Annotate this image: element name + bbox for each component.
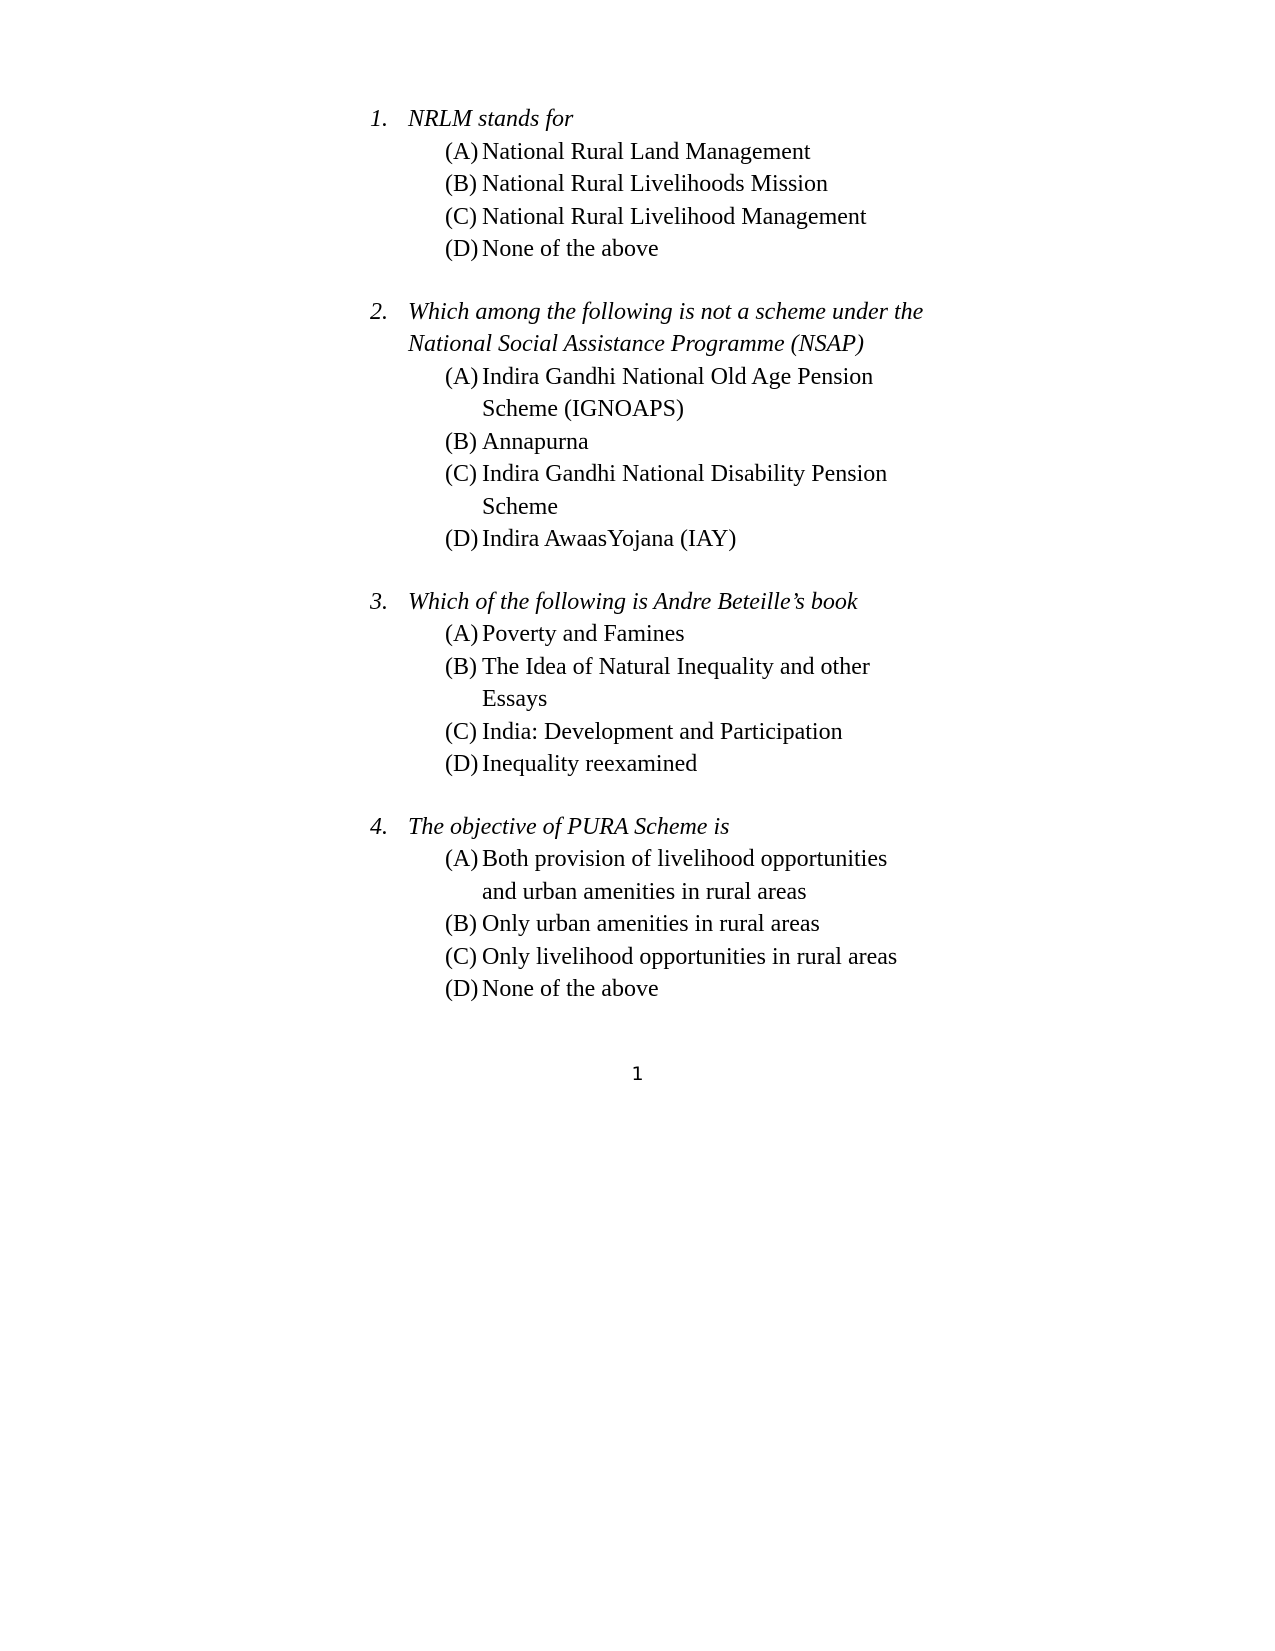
option-letter: (B): [445, 171, 477, 197]
option-c: [445, 941, 970, 974]
option-letter: (B): [445, 428, 477, 455]
option-text: National Rural Livelihood Management: [482, 203, 867, 230]
option-a: [445, 136, 970, 169]
option-letter: (A): [445, 846, 479, 872]
option-d: [445, 233, 970, 266]
option-list: [370, 843, 970, 1006]
option-text: The Idea of Natural Inequality and other Essays: [482, 653, 870, 712]
question-4: [370, 811, 970, 1006]
option-letter: (C): [445, 461, 477, 487]
option-d: [445, 523, 970, 556]
option-a: [445, 618, 970, 651]
option-letter: (A): [445, 363, 479, 390]
option-c: [445, 201, 970, 234]
question-number: 3.: [370, 588, 388, 615]
question-number: 4.: [370, 813, 388, 840]
option-text: Only livelihood opportunities in rural areas: [482, 943, 898, 970]
option-text: None of the above: [482, 976, 659, 1002]
option-text: National Rural Land Management: [482, 138, 811, 165]
option-c: [445, 716, 970, 749]
option-list: [370, 136, 970, 266]
question-1: [370, 103, 970, 266]
option-letter: (C): [445, 203, 477, 230]
option-d: [445, 748, 970, 781]
option-letter: (C): [445, 718, 477, 745]
option-letter: (D): [445, 751, 479, 777]
option-text: Indira Gandhi National Disability Pension Scheme: [482, 461, 888, 520]
option-a: [445, 361, 970, 426]
option-text: Poverty and Famines: [482, 621, 685, 647]
option-letter: (D): [445, 526, 479, 552]
option-c: [445, 458, 970, 523]
question-text: NRLM stands for: [408, 106, 574, 132]
option-d: [445, 973, 970, 1006]
question-3: [370, 586, 970, 781]
option-text: India: Development and Participation: [482, 718, 843, 745]
option-letter: (C): [445, 943, 477, 970]
option-letter: (B): [445, 911, 477, 937]
question-list: [370, 103, 970, 1036]
option-text: Indira Gandhi National Old Age Pension Scheme (IGNOAPS): [482, 363, 874, 422]
option-b: [445, 651, 970, 716]
option-text: Only urban amenities in rural areas: [482, 911, 820, 937]
option-a: [445, 843, 970, 908]
option-letter: (B): [445, 653, 477, 680]
option-text: National Rural Livelihoods Mission: [482, 171, 828, 197]
option-letter: (D): [445, 236, 479, 262]
question-number: 1.: [370, 106, 388, 132]
option-text: None of the above: [482, 236, 659, 262]
question-text: Which of the following is Andre Beteille’s book: [408, 588, 858, 615]
option-text: Indira AwaasYojana (IAY): [482, 526, 737, 552]
question-number: 2.: [370, 298, 388, 325]
page-number: 1: [631, 1063, 644, 1085]
question-text: Which among the following is not a scheme under the National Social Assistance Programme (NSAP): [408, 298, 924, 357]
option-list: [370, 618, 970, 781]
option-b: [445, 908, 970, 941]
question-text: The objective of PURA Scheme is: [408, 813, 730, 840]
option-letter: (A): [445, 621, 479, 647]
option-b: [445, 168, 970, 201]
question-2: [370, 296, 970, 556]
option-b: [445, 426, 970, 459]
option-letter: (A): [445, 138, 479, 165]
option-text: Inequality reexamined: [482, 751, 698, 777]
option-letter: (D): [445, 976, 479, 1002]
option-list: [370, 361, 970, 556]
option-text: Both provision of livelihood opportunities and urban amenities in rural areas: [482, 846, 888, 905]
option-text: Annapurna: [482, 428, 589, 455]
